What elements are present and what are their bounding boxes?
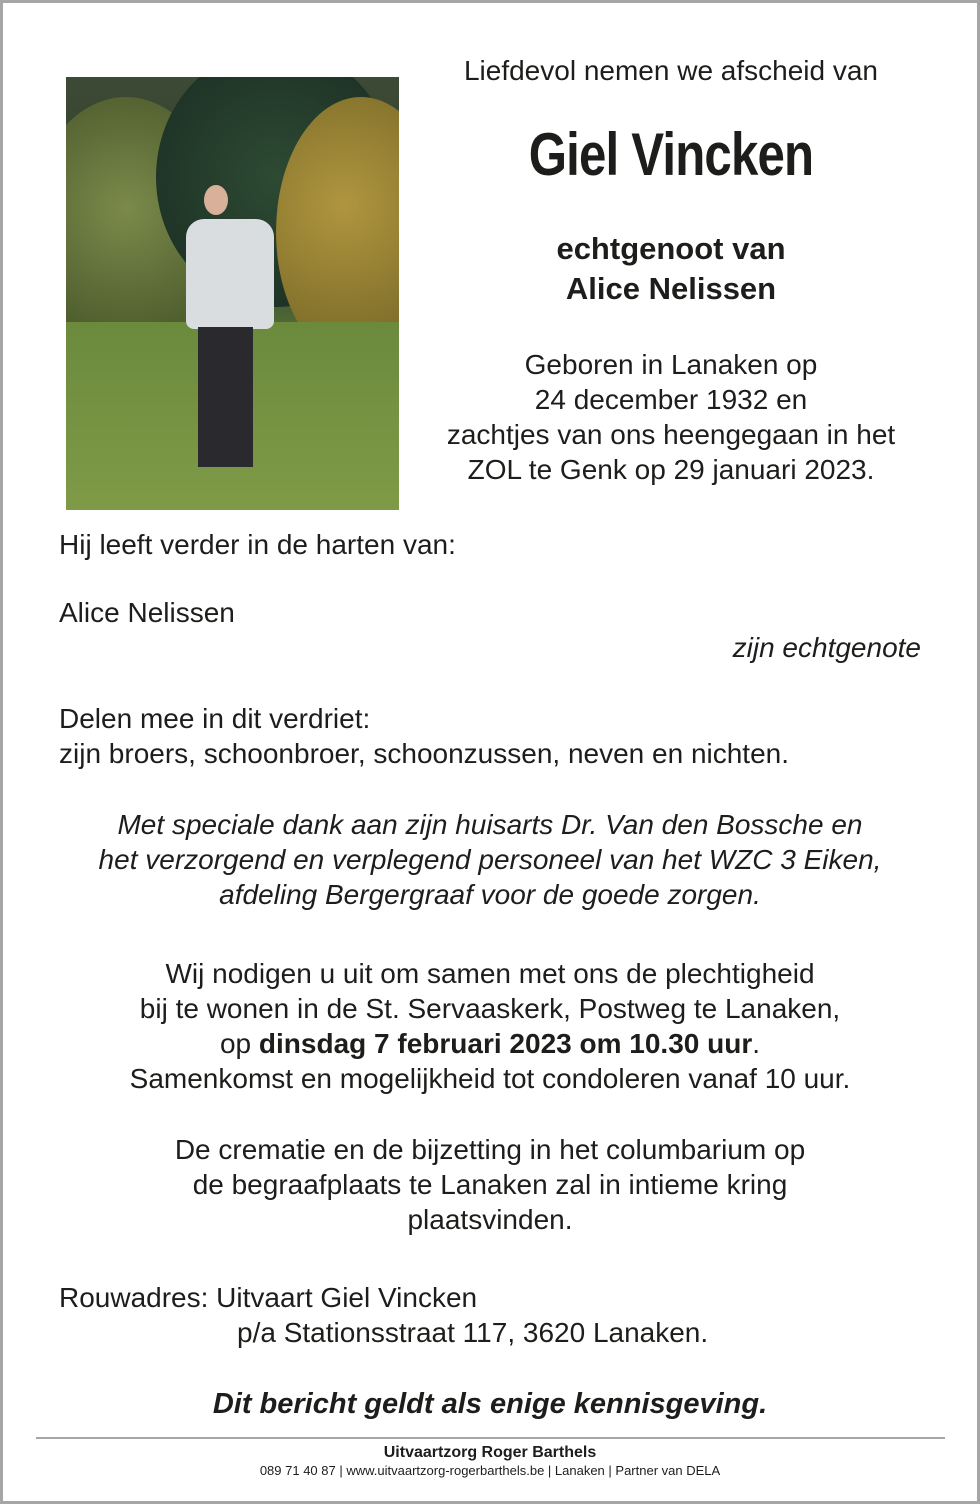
ceremony-line: Wij nodigen u uit om samen met ons de plechtigheid	[165, 958, 815, 989]
footer-divider	[36, 1437, 945, 1439]
footer-details: 089 71 40 87 | www.uitvaartzorg-rogerbarthels.be | Lanaken | Partner van DELA	[259, 1463, 721, 1478]
survivor-name: Alice Nelissen	[59, 597, 235, 628]
deceased-name: Giel Vincken	[528, 121, 814, 188]
survivor-relation: zijn echtgenote	[732, 632, 921, 663]
ceremony-date-line	[0, 1026, 980, 1061]
bio-line: ZOL te Genk op 29 januari 2023.	[467, 454, 875, 485]
spouse-name: Alice Nelissen	[565, 271, 777, 306]
cremation-line: de begraafplaats te Lanaken zal in intieme kring	[192, 1169, 788, 1200]
ceremony-pre: op	[219, 1028, 259, 1059]
thanks-line: Met speciale dank aan zijn huisarts Dr. Van den Bossche en	[117, 809, 863, 840]
bio-line: 24 december 1932 en	[534, 384, 808, 415]
address-line: p/a Stationsstraat 117, 3620 Lanaken.	[237, 1317, 709, 1348]
portrait-photo	[66, 77, 399, 510]
ceremony-line: Samenkomst en mogelijkheid tot condoleren vanaf 10 uur.	[129, 1063, 851, 1094]
cremation-line: plaatsvinden.	[407, 1204, 573, 1235]
footer-company: Uitvaartzorg Roger Barthels	[383, 1444, 597, 1461]
ceremony-line: bij te wonen in de St. Servaaskerk, Postweg te Lanaken,	[139, 993, 841, 1024]
thanks-line: afdeling Bergergraaf voor de goede zorgen.	[219, 879, 761, 910]
bio-line: zachtjes van ons heengegaan in het	[446, 419, 896, 450]
intro-text: Liefdevol nemen we afscheid van	[463, 55, 879, 86]
notice: Dit bericht geldt als enige kennisgeving.	[212, 1388, 768, 1420]
address-line: Rouwadres: Uitvaart Giel Vincken	[59, 1282, 478, 1313]
cremation-line: De crematie en de bijzetting in het columbarium op	[174, 1134, 806, 1165]
bio-line: Geboren in Lanaken op	[524, 349, 818, 380]
sharing-line: zijn broers, schoonbroer, schoonzussen, neven en nichten.	[59, 738, 790, 769]
sharing-line: Delen mee in dit verdriet:	[59, 703, 371, 734]
ceremony-post: .	[752, 1028, 760, 1059]
ceremony-datetime: dinsdag 7 februari 2023 om 10.30 uur	[258, 1028, 753, 1059]
thanks-line: het verzorgend en verplegend personeel van het WZC 3 Eiken,	[98, 844, 882, 875]
spouse-label: echtgenoot van	[556, 231, 786, 266]
survivors-intro: Hij leeft verder in de harten van:	[59, 529, 456, 560]
